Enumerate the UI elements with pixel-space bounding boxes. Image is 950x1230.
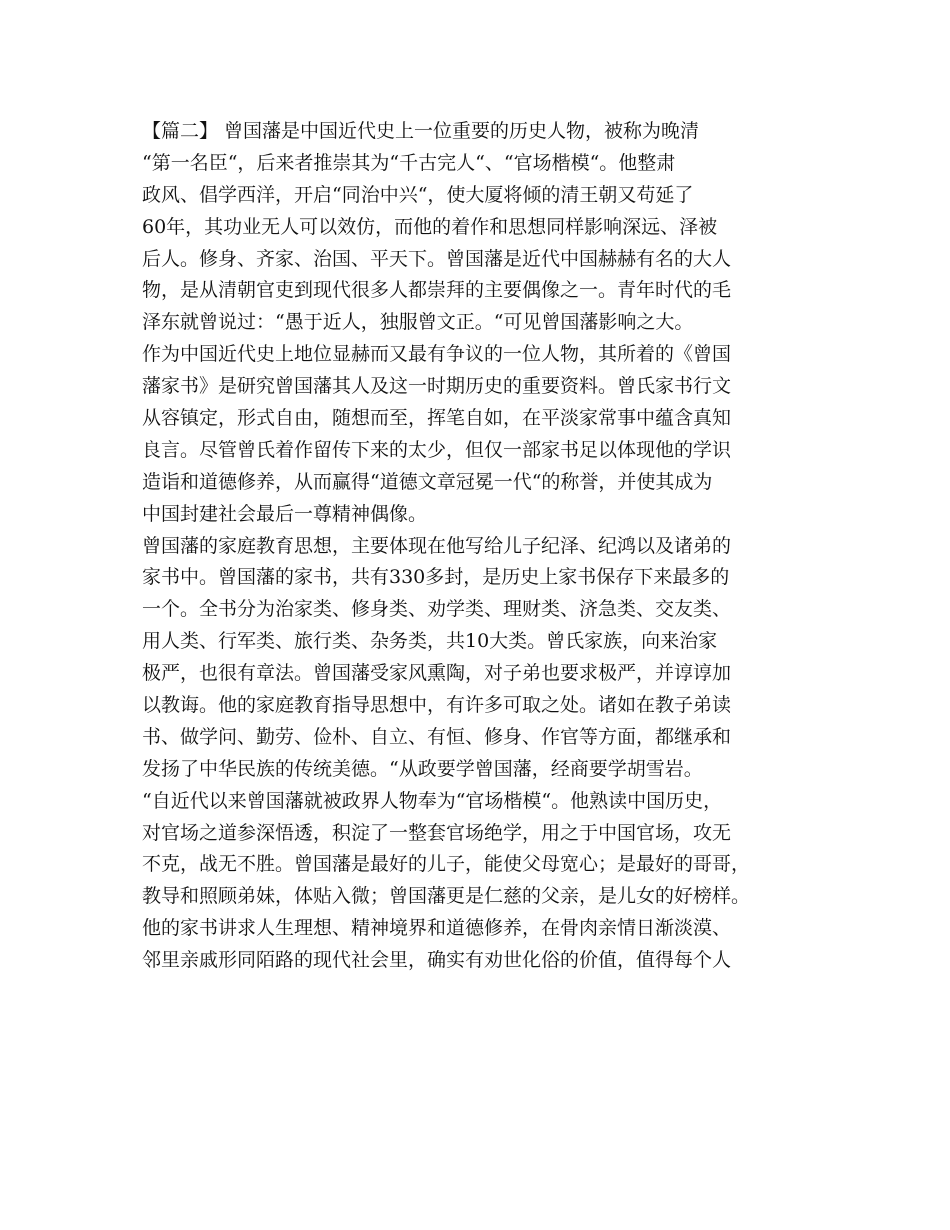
text-line: 作为中国近代史上地位显赫而又最有争议的一位人物，其所着的《曾国 <box>142 343 732 366</box>
text-line: 他的家书讲求人生理想、精神境界和道德修养，在骨肉亲情日渐淡漠、 <box>142 917 732 940</box>
text-line: 后人。修身、齐家、治国、平天下。曾国藩是近代中国赫赫有名的大人 <box>142 247 732 270</box>
text-line: 物，是从清朝官吏到现代很多人都崇拜的主要偶像之一。青年时代的毛 <box>142 279 732 302</box>
text-line: 邻里亲戚形同陌路的现代社会里，确实有劝世化俗的价值，值得每个人 <box>142 949 732 972</box>
text-line: 不克，战无不胜。曾国藩是最好的儿子，能使父母宽心；是最好的哥哥， <box>142 853 751 876</box>
text-line: 发扬了中华民族的传统美德。“从政要学曾国藩，经商要学胡雪岩。 <box>142 757 703 780</box>
text-line: 家书中。曾国藩的家书，共有330多封，是历史上家书保存下来最多的 <box>142 566 730 589</box>
text-line: 从容镇定，形式自由，随想而至，挥笔自如，在平淡家常事中蕴含真知 <box>142 407 732 430</box>
text-line: 藩家书》是研究曾国藩其人及这一时期历史的重要资料。曾氏家书行文 <box>142 375 732 398</box>
body-text <box>142 116 832 977</box>
text-line: 曾国藩的家庭教育思想，主要体现在他写给儿子纪泽、纪鸿以及诸弟的 <box>142 534 732 557</box>
text-line: 以教诲。他的家庭教育指导思想中，有许多可取之处。诸如在教子弟读 <box>142 694 732 717</box>
text-line: 极严，也很有章法。曾国藩受家风熏陶，对子弟也要求极严，并谆谆加 <box>142 662 732 685</box>
text-line: 政风、倡学西洋，开启“同治中兴“，使大厦将倾的清王朝又苟延了 <box>142 183 694 206</box>
text-line: “自近代以来曾国藩就被政界人物奉为“官场楷模“。他熟读中国历史， <box>142 789 723 812</box>
text-line: “第一名臣“，后来者推崇其为“千古完人“、“官场楷模“。他整肃 <box>142 151 676 174</box>
text-line: 对官场之道参深悟透，积淀了一整套官场绝学，用之于中国官场，攻无 <box>142 821 732 844</box>
text-line: 良言。尽管曾氏着作留传下来的太少，但仅一部家书足以体现他的学识 <box>142 438 732 461</box>
text-line: 教导和照顾弟妹，体贴入微；曾国藩更是仁慈的父亲，是儿女的好榜样。 <box>142 885 751 908</box>
text-line: 一个。全书分为治家类、修身类、劝学类、理财类、济急类、交友类、 <box>142 598 732 621</box>
text-line: 造诣和道德修养，从而赢得“道德文章冠冕一代“的称誉，并使其成为 <box>142 470 713 493</box>
text-line: 中国封建社会最后一尊精神偶像。 <box>142 502 428 525</box>
text-line: 用人类、行军类、旅行类、杂务类，共10大类。曾氏家族，向来治家 <box>142 630 718 653</box>
text-line: 60年，其功业无人可以效仿，而他的着作和思想同样影响深远、泽被 <box>142 215 718 238</box>
text-line: 【篇二】 曾国藩是中国近代史上一位重要的历史人物，被称为晚清 <box>142 120 700 142</box>
text-line: 泽东就曾说过：“愚于近人，独服曾文正。“可见曾国藩影响之大。 <box>142 311 694 334</box>
text-line: 书、做学问、勤劳、俭朴、自立、有恒、修身、作官等方面，都继承和 <box>142 725 732 748</box>
